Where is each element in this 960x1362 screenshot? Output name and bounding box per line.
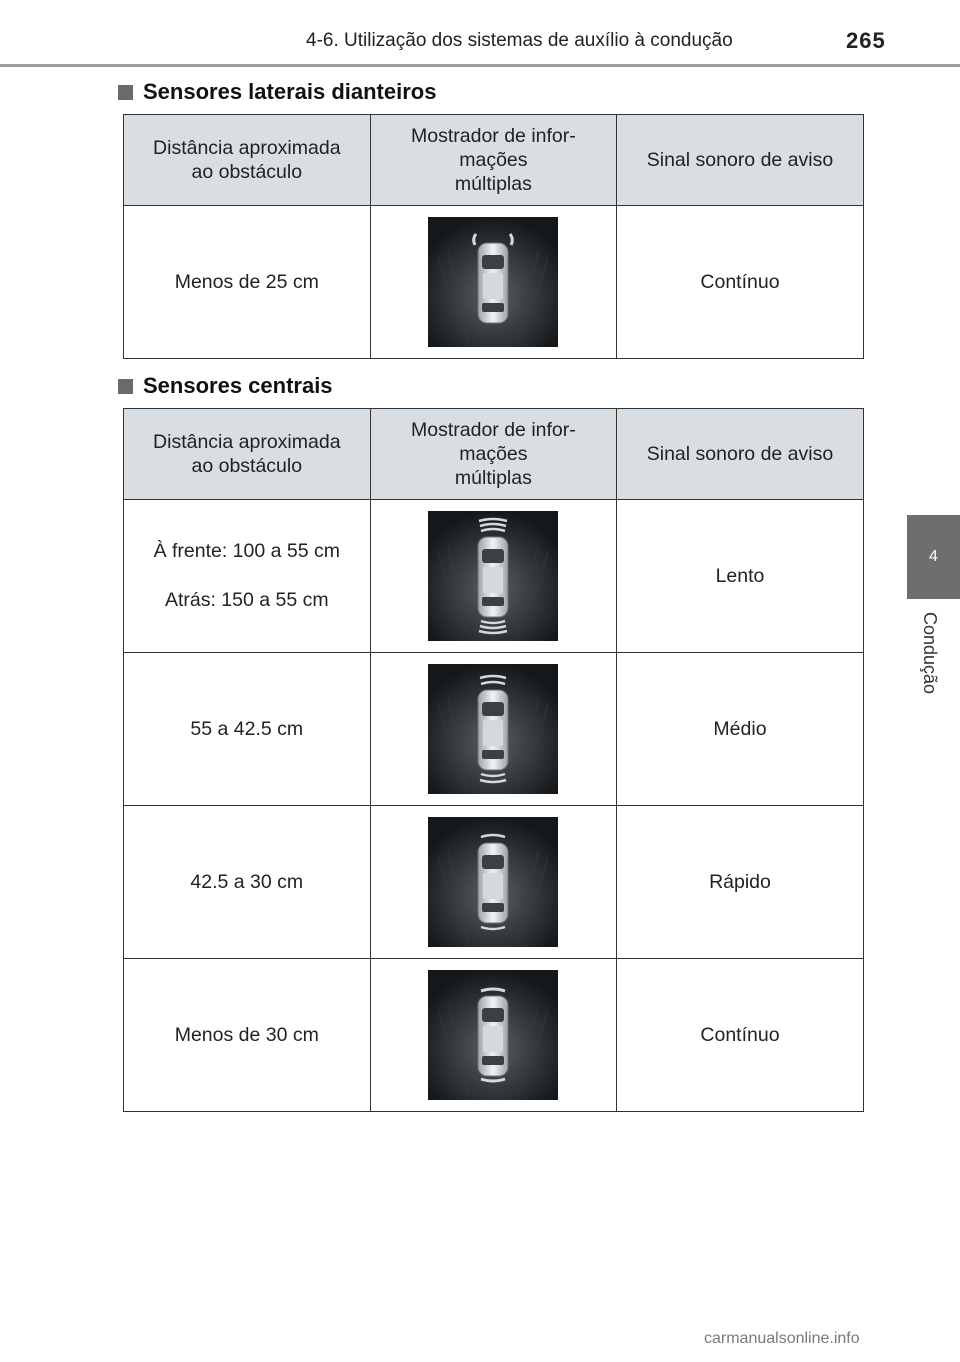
distance-cell: Menos de 25 cm (124, 206, 371, 359)
header-distance: Distância aproximada ao obstáculo (124, 115, 371, 206)
distance-cell: Menos de 30 cm (124, 959, 371, 1112)
car-display-center-sensors-icon (428, 817, 558, 947)
table-row (124, 500, 864, 653)
table-row (124, 206, 864, 359)
square-bullet-icon (118, 85, 133, 100)
car-display-side-sensors-icon (428, 217, 558, 347)
distance-cell: 55 a 42.5 cm (124, 653, 371, 806)
page-number: 265 (846, 28, 886, 53)
signal-cell: Médio (617, 653, 864, 806)
chapter-title: 4-6. Utilização dos sistemas de auxílio à condução (306, 30, 733, 51)
signal-cell: Contínuo (617, 959, 864, 1112)
section-heading-text: Sensores laterais dianteiros (143, 79, 437, 104)
display-cell (370, 500, 617, 653)
chapter-tab[interactable]: 4 (907, 515, 960, 599)
signal-cell: Contínuo (617, 206, 864, 359)
section-heading-text: Sensores centrais (143, 373, 333, 398)
watermark: carmanualsonline.info (704, 1330, 860, 1347)
table-row (124, 653, 864, 806)
car-display-center-sensors-icon (428, 970, 558, 1100)
square-bullet-icon (118, 379, 133, 394)
car-display-center-sensors-icon (428, 511, 558, 641)
display-cell (370, 653, 617, 806)
signal-cell: Rápido (617, 806, 864, 959)
chapter-tab-label: Condução (920, 612, 940, 695)
center-sensors-table (123, 408, 864, 1112)
header-signal: Sinal sonoro de aviso (617, 409, 864, 500)
distance-cell: 42.5 a 30 cm (124, 806, 371, 959)
table-header-row (124, 115, 864, 206)
car-display-center-sensors-icon (428, 664, 558, 794)
table-header-row (124, 409, 864, 500)
header-divider (0, 64, 960, 67)
section-heading-side-sensors (118, 79, 436, 105)
table-row (124, 959, 864, 1112)
distance-cell: À frente: 100 a 55 cm Atrás: 150 a 55 cm (124, 500, 371, 653)
signal-cell: Lento (617, 500, 864, 653)
display-cell (370, 959, 617, 1112)
header-display: Mostrador de infor- mações múltiplas (370, 115, 617, 206)
side-sensors-table (123, 114, 864, 359)
display-cell (370, 806, 617, 959)
display-cell (370, 206, 617, 359)
section-heading-center-sensors (118, 373, 333, 399)
header-display: Mostrador de infor- mações múltiplas (370, 409, 617, 500)
table-row (124, 806, 864, 959)
header-distance: Distância aproximada ao obstáculo (124, 409, 371, 500)
header-signal: Sinal sonoro de aviso (617, 115, 864, 206)
